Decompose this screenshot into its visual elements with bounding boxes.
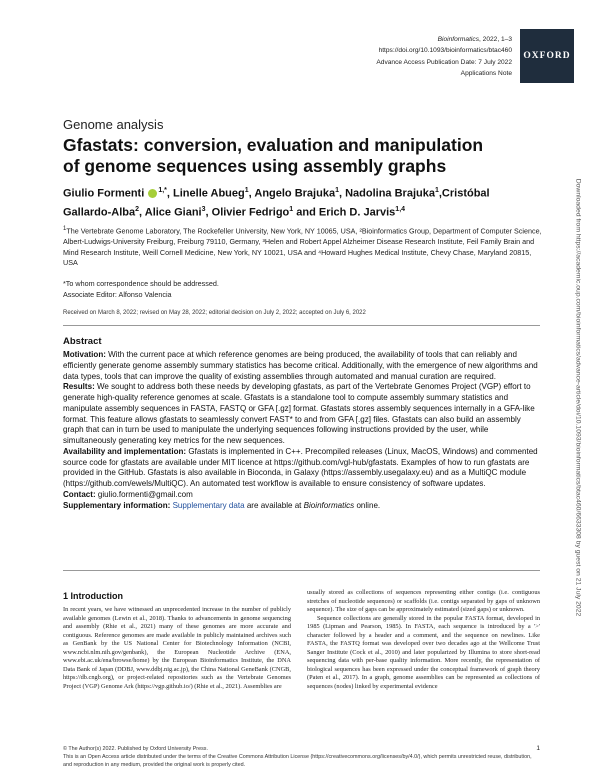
correspondence-note: *To whom correspondence should be addressed. xyxy=(63,279,219,288)
article-type: Applications Note xyxy=(460,70,512,78)
supplementary-end: online. xyxy=(354,500,381,510)
abstract-contact xyxy=(63,490,540,501)
author-affiliation-sup: 2 xyxy=(135,206,140,214)
author-name: Linelle Abueg xyxy=(173,187,245,200)
license-text: This is an Open Access article distributed under the terms of the Creative Commons Attribution License (https://creativecommons.org/licenses/by/4.0/), which permits unrestricted reuse, distribution, and reproduction in any medium, provided the original work is properly cited. xyxy=(63,754,532,769)
footer xyxy=(63,745,540,769)
author-name: Erich D. Jarvis xyxy=(318,206,396,219)
affiliations-text: The Vertebrate Genome Laboratory, The Rockefeller University, New York, NY 10065, USA, ²Bioinformatics Group, Department of Computer Science, Albert-Ludwigs-University Freiburg, Freiburg 79110, Germany, ³Helen and Robert Appel Alzheimer Disease Research Institute, Feil Family Brain and Mind Research Institute, Weill Cornell Medicine, New York, NY 10021, USA and ⁴Howard Hughes Medical Institute, Chevy Chase, Maryland 20815, USA xyxy=(63,226,542,268)
author-name: Olivier Fedrigo xyxy=(211,206,290,219)
oxford-logo: OXFORD xyxy=(520,29,574,83)
abstract-results xyxy=(63,382,540,447)
contact-email[interactable]: giulio.formenti@gmail.com xyxy=(95,489,193,499)
intro-paragraph-2: usually stored as collections of sequences representing either contigs (i.e. contiguous stretches of nucleotide sequences) or scaffolds (i.e. contigs separated by gaps of unknown sequence). The size of gaps can be approximately estimated (sized gaps) or unknown. xyxy=(307,589,540,614)
intro-paragraph-3: Sequence collections are generally stored in the popular FASTA format, developed in 1985 (Lipman and Pearson, 1985). In FASTA, each sequence is introduced by a '>' character followed by a header and a comment, and the sequence on newlines. Like FASTA, the FASTQ format was developed over two decades ago at the Wellcome Trust Sanger Institute (Cock et al., 2010) and later popularized by Illumina to store short-read sequencing data with per-base quality information. More recently, the representation of biological sequences has been expressed under the conceptual framework of graph theory (Paten et al., 2017). In a graph, genome assemblies can be represented as collections of sequences (nodes) linked by experimental evidence xyxy=(307,614,540,691)
journal-name: Bioinformatics xyxy=(437,36,479,43)
results-label: Results: xyxy=(63,382,95,392)
intro-column-1 xyxy=(63,606,291,691)
author-name: Alice Giani xyxy=(144,206,202,219)
author-affiliation-sup: 3 xyxy=(201,206,206,214)
divider-bottom xyxy=(63,570,540,571)
supplementary-mid: are available at xyxy=(244,500,304,510)
affiliation-sup: 1 xyxy=(63,226,67,232)
orcid-icon[interactable] xyxy=(148,189,157,198)
author-affiliation-sup: 1 xyxy=(434,187,439,194)
section-label: Genome analysis xyxy=(63,117,164,132)
author-affiliation-sup: 1 xyxy=(335,187,339,194)
supplementary-link[interactable]: Supplementary data xyxy=(172,500,245,510)
availability-text: Gfastats is implemented in C++. Precompiled releases (Linux, MacOS, Windows) and commented source code for gfastats are available under MIT licence at https://github.com/vgl-hub/gfastats. Examples of how to run gfastats are provided in the GitHub. Gfastats is also available in Bioconda, in Galaxy (https://assembly.usegalaxy.eu) and as a MultiQC module (https://github.com/ewels/MultiQC). An automated test workflow is available to ensure consistency of software updates. xyxy=(63,446,538,488)
motivation-label: Motivation: xyxy=(63,350,106,359)
supplementary-journal: Bioinformatics xyxy=(303,500,355,510)
supplementary-label: Supplementary information: xyxy=(63,500,171,510)
abstract-heading: Abstract xyxy=(63,336,102,347)
article-title: Gfastats: conversion, evaluation and manipulation of genome sequences using assembly graphs xyxy=(63,135,484,176)
author-name: Cristóbal Gallardo-Alba xyxy=(63,187,490,219)
correspondence-block xyxy=(63,278,543,300)
author-affiliation-sup: 1 xyxy=(244,187,249,194)
abstract-supplementary xyxy=(63,501,540,512)
availability-label: Availability and implementation: xyxy=(63,446,187,456)
page-number: 1 xyxy=(536,745,540,752)
journal-header xyxy=(292,34,512,80)
author-affiliation-sup: 1,* xyxy=(158,187,167,194)
associate-editor: Associate Editor: Alfonso Valencia xyxy=(63,290,172,299)
divider-top xyxy=(63,325,540,326)
author-name: Nadolina Brajuka xyxy=(345,187,435,200)
motivation-text: With the current pace at which reference genomes are being produced, the availability of tools that can reliably and efficiently generate genome assembly summary statistics has become critical. Additionally, with the emergence of new algorithms and data types, tools that can improve the quality of existing assemblies through automated and manual curation are required. xyxy=(63,350,538,381)
author-affiliation-sup: 1 xyxy=(289,206,294,214)
affiliations xyxy=(63,224,543,269)
abstract-availability xyxy=(63,447,540,490)
author-list: Giulio Formenti $^{1,*}$, Linelle Abueg$^1$, Angelo Brajuka$^1$, Nadolina Brajuka$^1$,Cristóbal Gallardo-Alba$^2$, Alice Giani$^3$, Olivier Fedrigo$^1$ and Erich D. Jarvis$^{1,4}$ xyxy=(63,187,490,219)
author-name: Giulio Formenti xyxy=(63,187,145,200)
author-affiliation-sup: 1,4 xyxy=(395,206,406,214)
intro-column-2 xyxy=(307,589,540,692)
download-watermark-text: Downloaded from https://academic.oup.com/bioinformatics/advance-article/doi/10.1093/bioinformatics/btac460/6633308 by guest on 21 July 2022 xyxy=(574,178,582,617)
journal-volume: , 2022, 1–3 xyxy=(479,36,512,43)
results-text: We sought to address both these needs by developing gfastats, as part of the Vertebrate Genomes Project (VGP) effort to generate high-quality reference genomes at scale. Gfastats is a standalone tool to compute assembly summary statistics and manipulate assembly sequences in FASTA, FASTQ or GFA [.gz] format. Gfastats stores assembly sequences internally in a GFA-like format. This feature allows gfastats to seamlessly convert FAST* to and from GFA [.gz] files. Gfastats can also build an assembly graph that can in turn be used to manipulate the underlying sequences following instructions provided by the user, while simultaneously generating key metrics for the new sequences. xyxy=(63,382,535,445)
download-watermark xyxy=(572,140,584,660)
copyright: © The Author(s) 2022. Published by Oxford University Press. xyxy=(63,746,208,752)
contact-label: Contact: xyxy=(63,489,96,499)
doi-link[interactable]: https://doi.org/10.1093/bioinformatics/btac460 xyxy=(378,47,512,55)
abstract-body xyxy=(63,350,540,511)
abstract-motivation xyxy=(63,350,540,382)
intro-paragraph-1: In recent years, we have witnessed an unprecedented increase in the number of publicly available genomes (Lewin et al., 2018). Thanks to advancements in genome sequencing and assembly (Rhie et al., 2021) many of these genomes are more accurate and contiguous. Reference genomes are made available in publicly maintained archives such as GenBank by the US National Center for Biotechnology Information (NCBI, www.ncbi.nlm.nih.gov/genbank), the European Nucleotide Archive (ENA, www.ebi.ac.uk/ena/browse/home) by the European Bioinformatics Institute, the DNA Data Bank of Japan (DDBJ, www.ddbj.nig.ac.jp), the China National GeneBank (CNGB, https://db.cngb.org), or project-related repositories such as the Vertebrate Genomes Project (VGP) Genome Ark (https://vgp.github.io/) (Rhie et al., 2021). Assemblies are xyxy=(63,606,291,690)
introduction-heading: 1 Introduction xyxy=(63,591,123,601)
advance-access-date: Advance Access Publication Date: 7 July 2022 xyxy=(376,58,512,66)
author-name: Angelo Brajuka xyxy=(254,187,336,200)
received-dates: Received on March 8, 2022; revised on May 28, 2022; editorial decision on July 2, 2022; accepted on July 6, 2022 xyxy=(63,310,366,316)
